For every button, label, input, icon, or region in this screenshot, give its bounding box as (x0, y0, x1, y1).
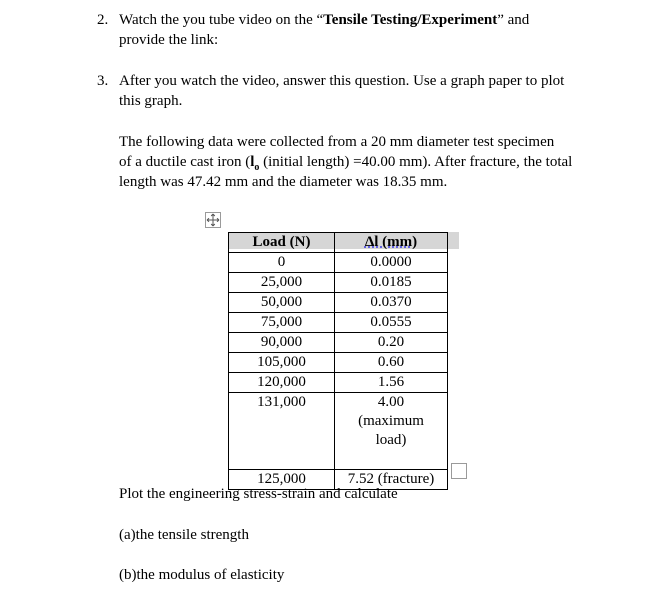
length-subscript: o (254, 162, 260, 173)
paragraph-line-3: length was 47.42 mm and the diameter was 18.35 mm. (119, 174, 448, 190)
header-delta-l-text: Δl (mm) (364, 234, 418, 250)
cell-delta-l: 0.0370 (335, 293, 448, 313)
task-a: (a)the tensile strength (119, 527, 249, 543)
cell-delta-l: 0.60 (335, 353, 448, 373)
cell-load: 75,000 (229, 313, 335, 333)
table-row (229, 273, 448, 293)
cell-delta-l: 0.20 (335, 333, 448, 353)
max-value: 4.00 (377, 394, 405, 410)
header-load: Load (N) (229, 233, 335, 253)
question-2-text: Watch the you tube video on the “ (119, 12, 324, 28)
cell-load: 90,000 (229, 333, 335, 353)
question-3-line-2: this graph. (119, 93, 183, 109)
question-3-number: 3. (97, 73, 109, 89)
cell-delta-l: 1.56 (335, 373, 448, 393)
paragraph-line-2 (119, 154, 572, 173)
cell-load: 120,000 (229, 373, 335, 393)
table-row (229, 293, 448, 313)
tasks-intro: Plot the engineering stress-strain and calculate (119, 486, 398, 502)
cell-delta-l: 0.0185 (335, 273, 448, 293)
question-2-text-end: ” and (497, 12, 530, 28)
table-header-row (229, 233, 448, 253)
cell-delta-l-maximum (335, 393, 448, 470)
cell-delta-l: 7.52 (fracture) (335, 470, 448, 490)
table-row (229, 373, 448, 393)
max-note-2: load) (375, 432, 407, 448)
cell-load: 105,000 (229, 353, 335, 373)
table-row (229, 333, 448, 353)
question-2-number: 2. (97, 12, 109, 28)
question-3-line-1: After you watch the video, answer this question. Use a graph paper to plot (119, 73, 565, 89)
paragraph-text: of a ductile cast iron ( (119, 154, 251, 170)
question-2-line-1 (119, 12, 529, 29)
cell-delta-l: 0.0555 (335, 313, 448, 333)
cell-load: 50,000 (229, 293, 335, 313)
data-table (228, 232, 448, 490)
cell-load: 25,000 (229, 273, 335, 293)
cell-load: 0 (229, 253, 335, 273)
cell-load: 131,000 (229, 393, 335, 470)
cell-delta-l: 0.0000 (335, 253, 448, 273)
question-2-line-2: provide the link: (119, 32, 219, 48)
header-delta-l (335, 233, 448, 253)
task-b: (b)the modulus of elasticity (119, 567, 285, 583)
question-2-bold-title: Tensile Testing/Experiment (323, 12, 498, 28)
paragraph-line-1: The following data were collected from a 20 mm diameter test specimen (119, 134, 555, 150)
table-row (229, 313, 448, 333)
table-row-maximum (229, 393, 448, 470)
table-row (229, 353, 448, 373)
max-note-1: (maximum (358, 413, 424, 429)
cell-load: 125,000 (229, 470, 335, 490)
length-symbol: l (250, 154, 255, 170)
table-resize-handle[interactable] (451, 463, 467, 479)
table-move-handle-icon[interactable] (205, 212, 221, 228)
table-row (229, 253, 448, 273)
paragraph-text-end: (initial length) =40.00 mm). After fracture, the total (259, 154, 573, 170)
